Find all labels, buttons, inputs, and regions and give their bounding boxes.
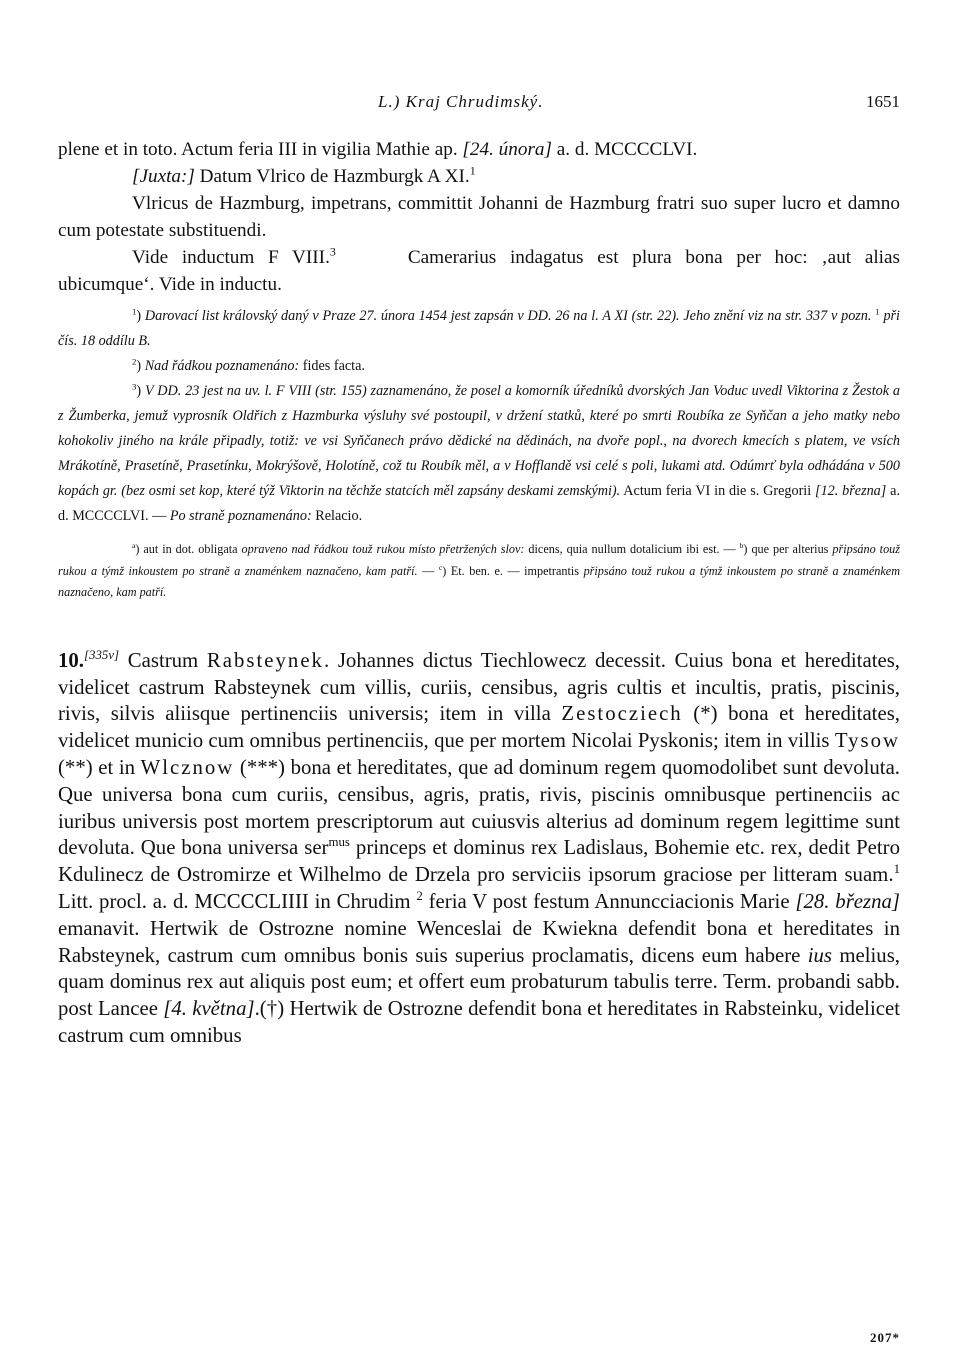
folio-ref: [335v] — [84, 647, 120, 662]
editor-note: [Juxta:] — [132, 166, 195, 187]
text-run: (***) bona et hereditates, que ad dominum regem quomodolibet sunt devoluta. Que universa bona cum curiis, censibus, agris, pratis, rivis, piscinis omnibusque pertinenciis ac iuribus universis post mortem prescriptorum aut cuiusvis alterius ad dominum regem legittime sunt devoluta. Que bona universa ser — [58, 755, 901, 860]
text-run: .(†) Hertwik de Ostrozne defendit bona et hereditates in Rabsteinku, videlicet castrum cum omnibus — [58, 997, 900, 1047]
footnote-ref: 1 — [875, 306, 880, 317]
place-name: Rabsteynek — [206, 648, 324, 672]
text-run: Datum Vlrico de Hazmburgk A XI. — [194, 166, 470, 187]
footnotes-numeric — [58, 304, 900, 529]
footnote-text: dicens, quia nullum dotalicium ibi est. — — [524, 542, 740, 556]
footnote-marker: c — [438, 562, 443, 572]
text-run: feria V post festum Annuncciacionis Marie — [422, 889, 796, 913]
date-note: [28. března] — [795, 889, 900, 913]
footnote-marker: 1 — [132, 306, 137, 317]
paragraph-vlricus: Vlricus de Hazmburg, impetrans, committit Johanni de Hazmburg fratri suo super lucro et damno cum potestate substituendi. — [58, 193, 900, 241]
text-run: emanavit. Hertwik de Ostrozne nomine Wenceslai de Kwiekna defendit bona et hereditates in Rabsteynek, castrum cum omnibus bonis suis superius proclamatis, dicens eum habere — [58, 916, 900, 967]
emphasis: ius — [807, 943, 832, 967]
footnote-text: Nad řádkou poznamenáno: — [144, 358, 300, 374]
footnote-text: opraveno nad řádkou touž rukou místo přetržených slov: — [241, 542, 525, 556]
footnote-ref: 1 — [893, 862, 900, 877]
entry-number: 10. — [58, 648, 84, 672]
document-page — [58, 92, 901, 1345]
footnote-text: — — [417, 563, 439, 578]
footnote-text: fides facta. — [299, 358, 365, 374]
footnote-text: připsáno touž rukou a týmž inkoustem po straně a znaménkem naznačeno, kam patří. — [58, 542, 900, 578]
footnote-marker: 2 — [132, 356, 137, 367]
footnote-ref: 2 — [416, 889, 423, 904]
text-run: Litt. procl. a. d. MCCCCLIIII in Chrudim — [58, 889, 417, 913]
footnote-marker: a — [132, 540, 136, 550]
date-note: [24. února] — [462, 139, 552, 160]
footnote-text: que per alterius — [747, 542, 833, 556]
superscript: mus — [328, 835, 350, 850]
date-note: [12. března] — [815, 483, 887, 499]
place-name: Zestocziech — [561, 702, 683, 726]
text-run: a. d. MCCCCLVI. — [551, 139, 698, 160]
paragraph-actum — [58, 136, 900, 163]
text-run: princeps et dominus rex Ladislaus, Bohemie etc. rex, dedit Petro Kdulinecz de Ostromirze et Wilhelmo de Drzela pro serviciis ipsorum graciose per litteram suam. — [58, 836, 900, 887]
footnote-text: aut in dot. obligata — [139, 542, 242, 556]
paragraph-juxta — [58, 163, 900, 190]
place-name: Tysow — [834, 729, 900, 753]
text-run: Camerarius indagatus est plura bona per hoc: ‚aut alias ubicumque‘. Vide in inductu. — [58, 247, 900, 295]
text-run: Vide inductum F VIII. — [132, 247, 330, 268]
footnote-text: a. d. MCCCCLVI. — — [58, 483, 900, 524]
footnote-ref: 3 — [329, 244, 336, 259]
page-number: 1651 — [866, 92, 900, 111]
footnote-text: připsáno touž rukou a týmž inkoustem po straně a znaménkem naznačeno, kam patří. — [58, 563, 901, 600]
footnote-text: Actum feria VI in die s. Gregorii — [620, 483, 816, 499]
text-run: (*) bona et hereditates, videlicet municio cum omnibus pertinenciis, que per mortem Nicolai Pyskonis; item in villis — [58, 702, 900, 753]
footnote-text: Et. ben. e. — impetrantis — [446, 563, 584, 578]
entry-10 — [58, 648, 900, 1050]
footnotes-alpha — [58, 539, 900, 604]
footnote-text: Relacio. — [311, 508, 363, 524]
place-name: Wlcznow — [140, 755, 235, 779]
entry-10-text — [58, 648, 900, 1050]
footnote-text: V DD. 23 jest na uv. l. F VIII (str. 155) zaznamenáno, že posel a komorník úředníků dvorských Jan Voduc uvedl Viktorina z Žestok a z Žumberka, jemuž vyprosník Oldřich z Hazmburka výsluhy své postoupil, v držení statků, které po smrti Roubíka ze Syňčan a jeho matky nebo kohokoliv jiného na krále připadly, totiž: ve vsi Syňčanech právo dědické na dědinách, na dvoře popl., na dvorech kmecích s platem, ve vsích Mrákotíně, Prasetíně, Prasetínku, Mokrýšově, Holotíně, což tu Roubík měl, a v Hofflandě vsi celé s poli, lukami atd. Odúmrť byla odhádána v 500 kopách gr. (bez osmi set kop, které týž Viktorin na těchže statcích měl zapsány deskami zemskými). — [58, 383, 900, 499]
footnote-ref: 1 — [469, 163, 476, 178]
text-run: plene et in toto. Actum feria III in vigilia Mathie ap. — [58, 139, 463, 160]
text-run: Castrum — [119, 648, 207, 672]
footnote-text: Po straně poznamenáno: — [169, 508, 312, 524]
footnote-letters: $^a$) aut in dot. obligata opraveno nad řádkou touž rukou místo přetržených slov: dicens, quia nullum dotalicium ibi est. — $^b$) que per alterius připsáno touž rukou a týmž inkoustem po straně a znaménkem naznačeno, kam patří. — $^c$) Et. ben. e. — impetrantis připsáno touž rukou a týmž inkoustem po straně a znaménkem naznačeno, kam patří. — [58, 540, 901, 600]
text-run: (**) et in — [58, 755, 141, 779]
footnote-1: $^1$) Darovací list královský daný v Praze 27. února 1454 jest zapsán v DD. 26 na l. A XI (str. 22). Jeho znění viz na str. 337 v pozn. $^1$ při čís. 18 oddílu B. — [58, 306, 900, 349]
running-header — [58, 92, 900, 122]
page-title: L.) Kraj Chrudimský. — [378, 92, 544, 111]
date-note: [4. května] — [163, 997, 255, 1021]
text-run: melius, quam dominus rex aut aliquis post eum; et offert eum probaturum tabulis terre. Term. probandi sabb. post Lancee — [58, 943, 900, 1021]
footnote-marker: b — [739, 540, 744, 550]
text-run: . Johannes dictus Tiechlowecz decessit. Cuius bona et hereditates, videlicet castrum Rabsteynek cum villis, curiis, censibus, agris cultis et incultis, pratis, piscinis, rivis, silvis aliisque pertinenciis universis; item in villa — [58, 648, 900, 726]
main-text-block — [58, 136, 900, 298]
paragraph-vide — [58, 244, 900, 298]
footnote-text: Darovací list královský daný v Praze 27. února 1454 jest zapsán v DD. 26 na l. A XI (str. 22). Jeho znění viz na str. 337 v pozn. — [144, 308, 876, 324]
footnote-text: při čís. 18 oddílu B. — [58, 308, 900, 349]
footnote-2: $^2$) Nad řádkou poznamenáno: fides facta. — [132, 356, 365, 374]
footnote-3: $^3$) V DD. 23 jest na uv. l. F VIII (str. 155) zaznamenáno, že posel a komorník úředníků dvorských Jan Voduc uvedl Viktorina z Žestok a z Žumberka, jemuž vyprosník Oldřich z Hazmburka výsluhy své postoupil, v držení statků, které po smrti Roubíka ze Syňčan a jeho matky nebo kohokoliv jiného na krále připadly, totiž: ve vsi Syňčanech právo dědické na dědinách, na dvoře popl., na dvorech kmecích s platem, ve vsích Mrákotíně, Prasetíně, Prasetínku, Mokrýšově, Holotíně, což tu Roubík měl, a v Hofflandě vsi celé s poli, lukami atd. Odúmrť byla odhádána v 500 kopách gr. (bez osmi set kop, které týž Viktorin na těchže statcích měl zapsány deskami zemskými). Actum feria VI in die s. Gregorii [12. března] a. d. MCCCCLVI. — Po straně poznamenáno: Relacio. — [58, 381, 900, 524]
signature-mark: 207* — [870, 1330, 900, 1345]
footnote-marker: 3 — [132, 381, 137, 392]
